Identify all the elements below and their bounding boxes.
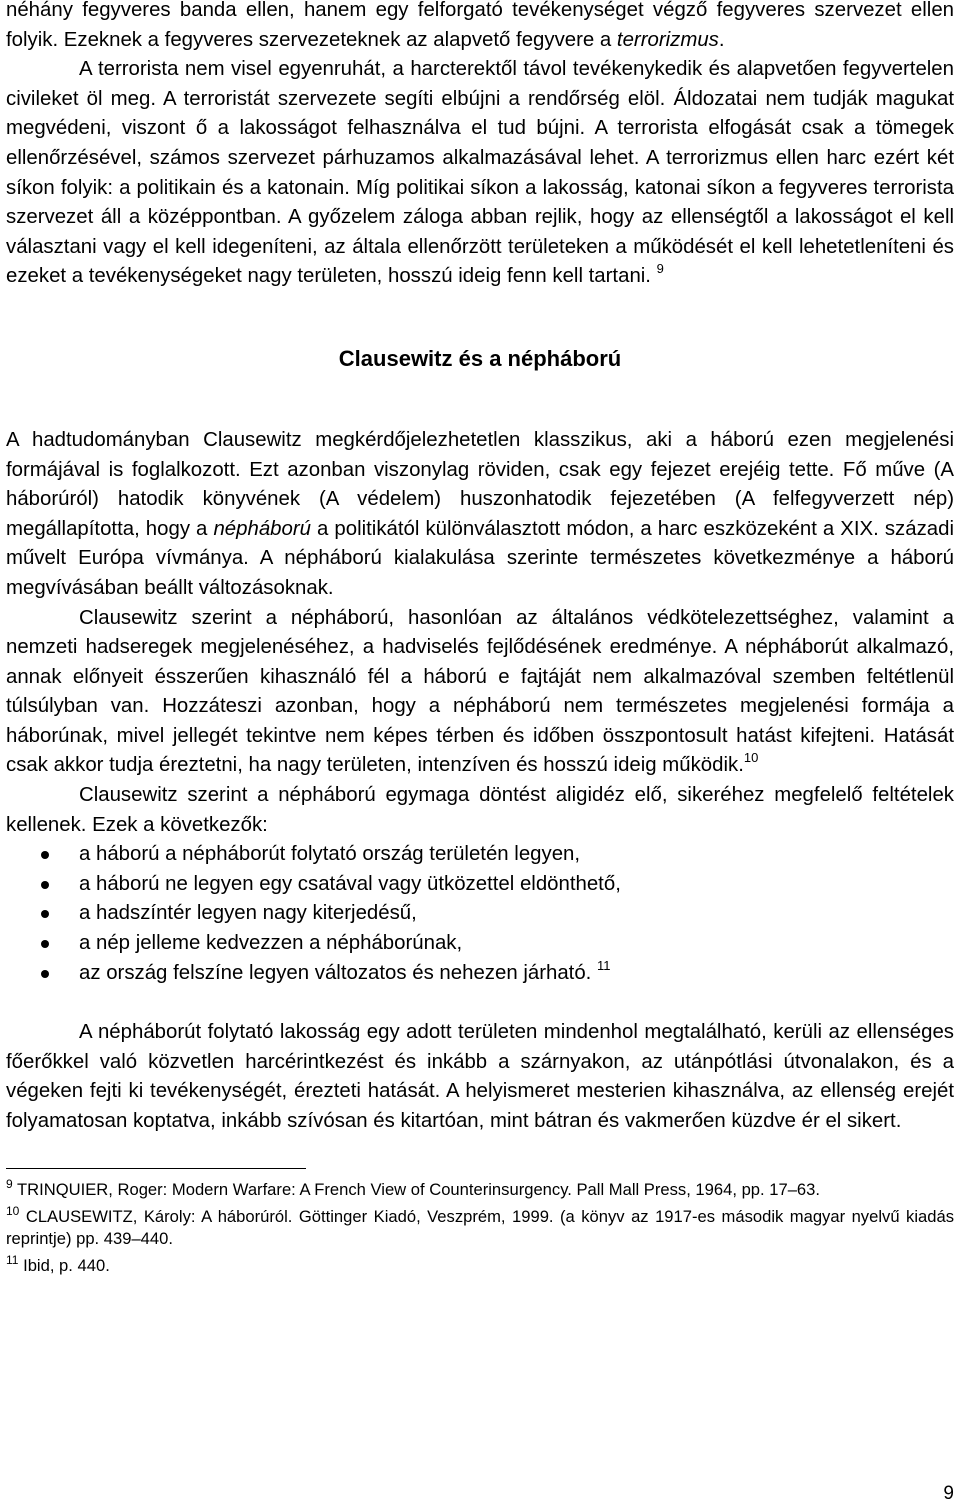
section-heading: Clausewitz és a népháború: [338, 345, 622, 371]
footnotes: [6, 1176, 954, 1277]
footnote-11: [6, 1252, 954, 1277]
bullet-icon: [41, 881, 49, 889]
paragraph-3-emphasis: népháború: [213, 517, 311, 540]
list-item-text: az ország felszíne legyen változatos és nehezen járható.: [79, 961, 592, 984]
footnote-text: TRINQUIER, Roger: Modern Warfare: A French View of Counterinsurgency. Pall Mall Press, 1964, pp. 17–63.: [12, 1179, 821, 1199]
list-item: [6, 959, 954, 989]
page-number: 9: [943, 1483, 954, 1504]
list-item: [6, 870, 954, 900]
footnote-9: [6, 1176, 954, 1201]
footnote-number: 11: [6, 1252, 19, 1267]
conditions-list: [6, 840, 954, 988]
bullet-icon: [41, 851, 49, 859]
document-page: [6, 0, 954, 1282]
paragraph-6: [6, 1018, 954, 1136]
paragraph-4-text: Clausewitz szerint a népháború, hasonlóan az általános védkötelezettséghez, valamint a nemzeti hadseregek megjelenéséhez, a hadviselés fejlődésének eredménye. A népháborút alkalmazó, annak előnyeit ésszerűen kihasználó fél a háború e fajtáját nem alkalmazóval szemben feltétlenül túlsúlyban van. Hozzáteszi azonban, hogy a népháború nem természetes megjelenési formája a háborúnak, mivel jellegét tekintve nem képes térben és időben összpontosult hatást kifejteni. Hatását csak akkor tudja éreztetni, ha nagy területen, intenzíven és hosszú ideig működik.: [6, 606, 954, 777]
bullet-icon: [41, 910, 49, 918]
list-item: [6, 929, 954, 959]
paragraph-5: [6, 781, 954, 840]
list-item-text: a háború a népháborút folytató ország területén legyen,: [79, 843, 581, 866]
paragraph-3-text-a: A hadtudományban Clausewitz megkérdőjelezhetetlen klasszikus, aki a háború ezen megjelenési formájával is foglalkozott. Ezt azonban viszonylag röviden, csak egy fejezet erejéig tette. Fő műve (A háborúról) hatodik könyvének (A védelem) huszonhatodik fejezetében (A felfegyverzett nép) megállapította, hogy a: [6, 428, 954, 540]
footnote-ref-11[interactable]: 11: [597, 957, 611, 973]
paragraph-2: [6, 55, 954, 292]
paragraph-4: [6, 604, 954, 782]
footnote-10: [6, 1203, 954, 1250]
footnote-number: 9: [6, 1176, 13, 1191]
list-item: [6, 899, 954, 929]
paragraph-5-text: Clausewitz szerint a népháború egymaga döntést aligidéz elő, sikeréhez megfelelő feltételek kellenek. Ezek a következők:: [6, 784, 954, 836]
footnote-number: 10: [6, 1203, 20, 1218]
footnote-separator: [6, 1168, 306, 1169]
paragraph-1-text-a: néhány fegyveres banda ellen, hanem egy felforgató tevékenységet végző fegyveres szervezet ellen folyik. Ezeknek a fegyveres szervezeteknek az alapvető fegyvere a: [6, 0, 954, 51]
bullet-icon: [41, 970, 49, 978]
bullet-icon: [41, 940, 49, 948]
list-item-text: a hadszíntér legyen nagy kiterjedésű,: [79, 902, 417, 925]
footnote-text: Ibid, p. 440.: [18, 1255, 110, 1275]
footnote-ref-10[interactable]: 10: [743, 750, 759, 766]
footnote-text: CLAUSEWITZ, Károly: A háborúról. Göttinger Kiadó, Veszprém, 1999. (a könyv az 1917-es második magyar nyelvű kiadás reprintje) pp. 439–440.: [6, 1206, 954, 1248]
paragraph-2-text: A terrorista nem visel egyenruhát, a harcterektől távol tevékenykedik és alapvetően fegyvertelen civileket öl meg. A terroristát szervezete segíti elbújni a rendőrség elöl. Áldozatai nem tudják magukat megvédeni, viszont ő a lakosságot felhasználva el tud bújni. A terrorista elfogását csak a tömegek ellenőrzésével, számos szervezet párhuzamos alkalmazásával lehet. A terrorizmus ellen harc ezért két síkon folyik: a politikain és a katonain. Míg politikai síkon a lakosság, katonai síkon a fegyveres terrorista szervezet áll a középpontban. A győzelem záloga abban rejlik, hogy az ellenségtől a lakosságot el kell választani vagy el kell idegeníteni, az általa ellenőrzött területeken a működését el kell lehetetleníteni és ezeket a tevékenységeket nagy területen, hosszú ideig fenn kell tartani.: [6, 58, 954, 288]
paragraph-1-text-b: .: [718, 28, 725, 51]
paragraph-3: [6, 426, 954, 604]
paragraph-1-emphasis: terrorizmus: [616, 28, 719, 51]
list-item-text: a háború ne legyen egy csatával vagy ütközettel eldönthető,: [79, 872, 621, 895]
footnote-ref-9[interactable]: 9: [656, 261, 664, 277]
list-item: [6, 840, 954, 870]
spacer: [6, 988, 954, 1018]
paragraph-6-text: A népháborút folytató lakosság egy adott területen mindenhol megtalálható, kerüli az ellenséges főerőkkel való közvetlen harcérintkezést és inkább a szárnyakon, az utánpótlási útvonalakon, és a végeken fejti ki tevékenységét, érezteti hatását. A helyismeret mesterien kihasználva, az ellenség erejét folyamatosan koptatva, inkább szívósan és kitartóan, mint bátran és vakmerően küzdve ér el sikert.: [6, 1021, 954, 1132]
paragraph-3-text-b: a politikától különválasztott módon, a harc eszközeként a XIX. századi művelt Európa vívmánya. A népháború kialakulása szerinte természetes következménye a háború megvívásában beállt változásoknak.: [6, 517, 955, 599]
paragraph-1: [6, 0, 954, 55]
list-item-text: a nép jelleme kedvezzen a népháborúnak,: [79, 932, 463, 955]
